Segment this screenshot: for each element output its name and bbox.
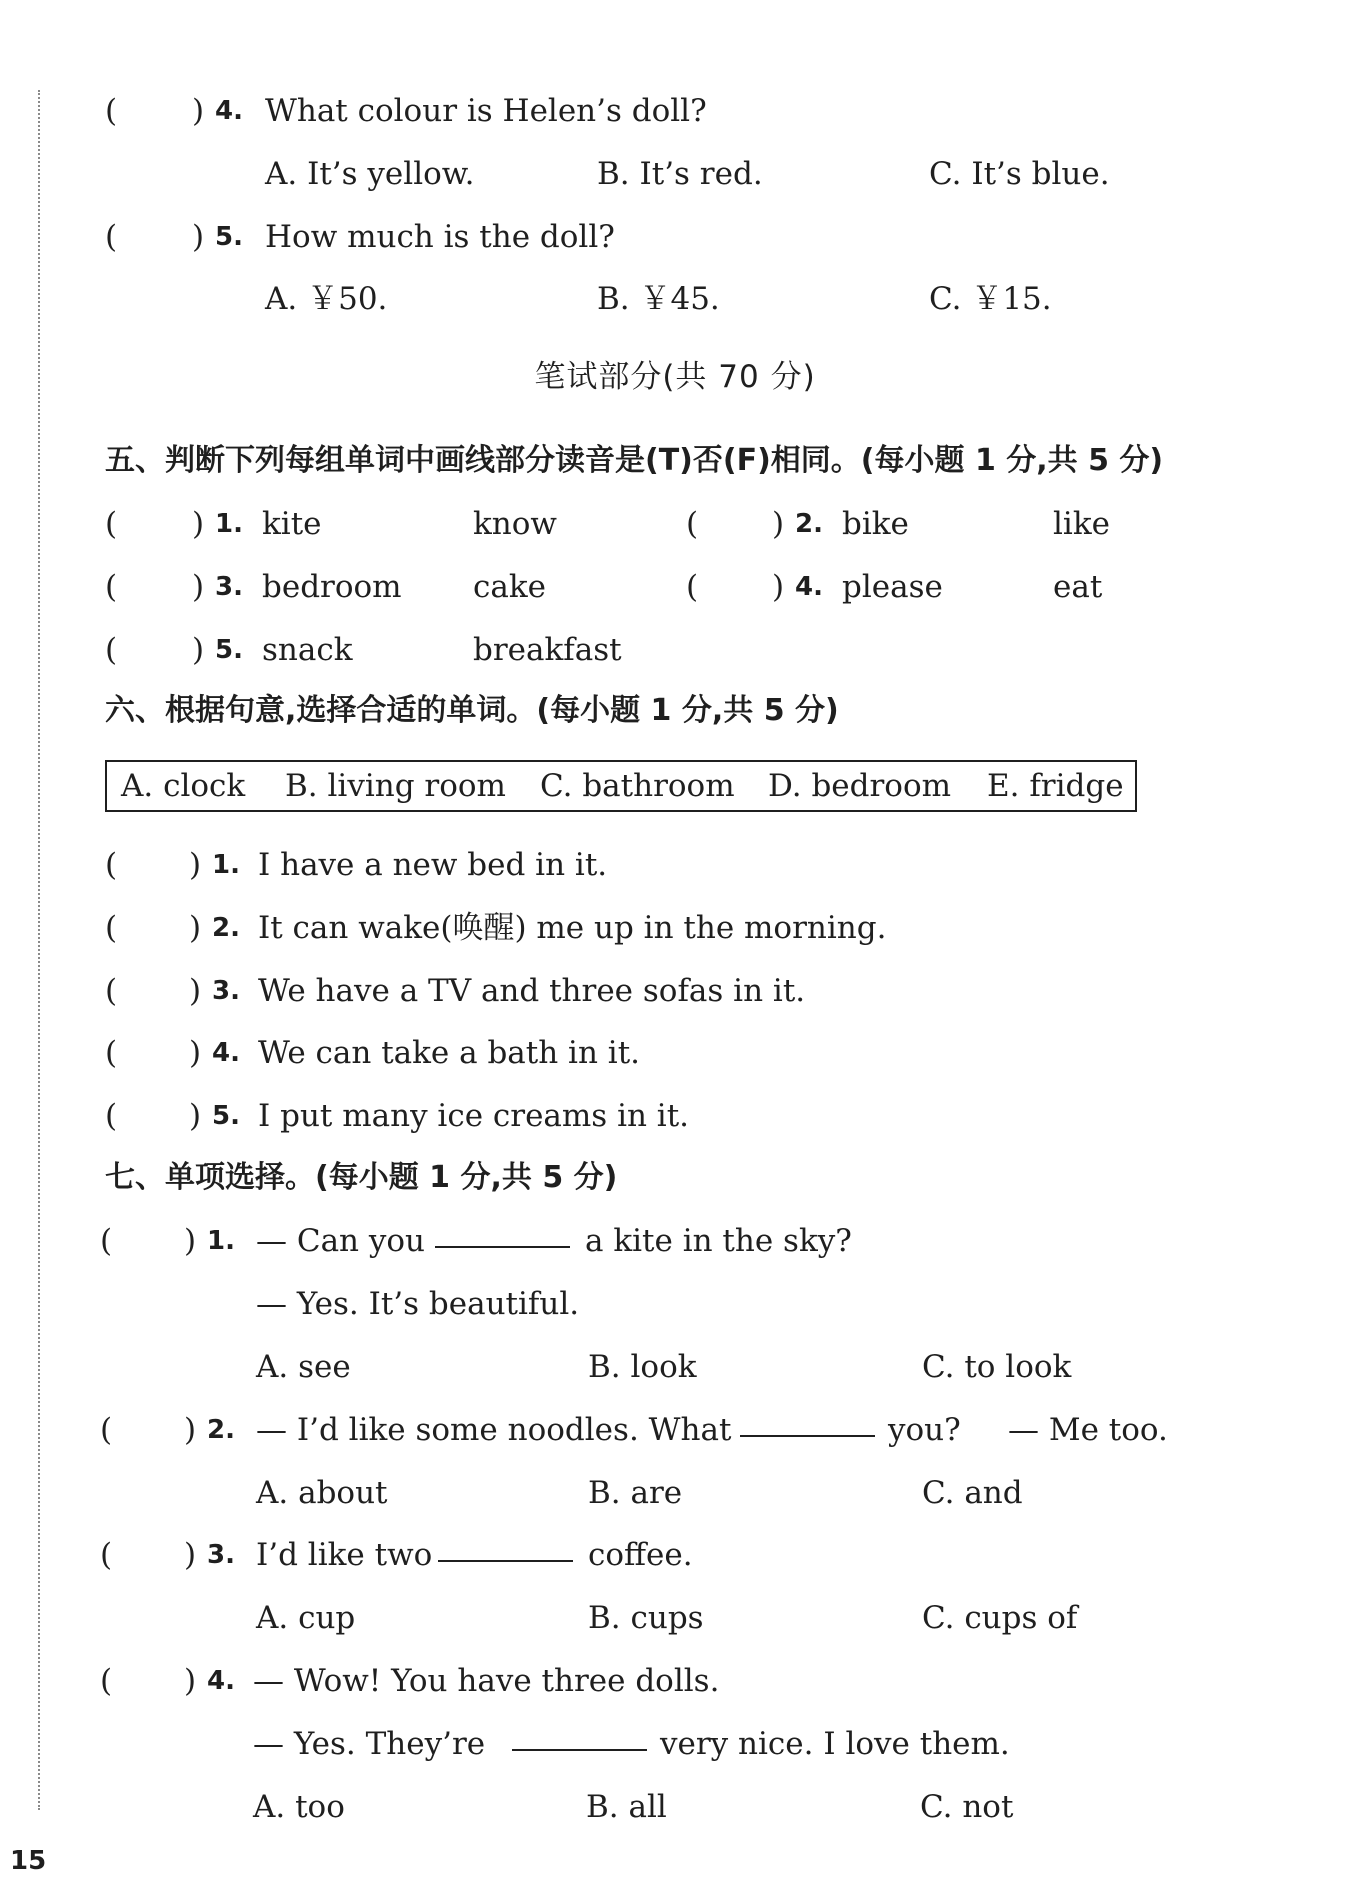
option-c: C. to look: [922, 1349, 1072, 1385]
question-row: [0, 212, 1350, 262]
question-text: How much is the doll?: [265, 219, 615, 255]
reply-text: — Me too.: [1008, 1412, 1168, 1448]
question-text: a kite in the sky?: [585, 1223, 852, 1259]
option-c: C. ￥15.: [929, 281, 1052, 317]
question-number: 3.: [215, 572, 243, 602]
written-part-title: 笔试部分(共 70 分): [534, 359, 816, 395]
reply-text: — Yes. They’re: [253, 1726, 486, 1762]
question-row: [0, 1405, 1350, 1455]
option-c: C. and: [922, 1475, 1023, 1511]
word-bank-box: [105, 760, 1137, 812]
option-b: B. cups: [588, 1600, 704, 1636]
answer-paren-close: ): [189, 1098, 202, 1134]
answer-paren-open: (: [105, 93, 118, 129]
answer-paren-close: ): [192, 93, 205, 129]
word-bank-item: D. bedroom: [768, 768, 952, 804]
word-1: bedroom: [262, 569, 402, 605]
word-2: eat: [1053, 569, 1103, 605]
page-number: 15: [10, 1846, 47, 1876]
options-row: [0, 1342, 1350, 1392]
answer-paren-open: (: [105, 910, 118, 946]
option-a: A. see: [256, 1349, 351, 1385]
answer-paren-open: (: [105, 1098, 118, 1134]
answer-paren-close: ): [192, 506, 205, 542]
reply-text: very nice. I love them.: [660, 1726, 1010, 1762]
answer-paren-open: (: [105, 219, 118, 255]
answer-paren-open: (: [100, 1412, 113, 1448]
question-text: We can take a bath in it.: [258, 1035, 641, 1071]
answer-blank[interactable]: [512, 1719, 647, 1751]
answer-paren-close: ): [189, 847, 202, 883]
pronunciation-row: [0, 499, 1350, 549]
question-text: coffee.: [588, 1537, 693, 1573]
question-row: [0, 86, 1350, 136]
word-bank-item: A. clock: [121, 768, 246, 804]
question-text: I have a new bed in it.: [258, 847, 608, 883]
question-number: 3.: [207, 1540, 235, 1570]
question-number: 1.: [212, 850, 240, 880]
option-a: A. ￥50.: [265, 281, 388, 317]
word-bank-item: B. living room: [285, 768, 506, 804]
answer-paren-open: (: [105, 1035, 118, 1071]
answer-paren-open: (: [100, 1663, 113, 1699]
question-row: [0, 1028, 1350, 1078]
question-row: [0, 1656, 1350, 1706]
option-a: A. cup: [256, 1600, 356, 1636]
question-number: 3.: [212, 976, 240, 1006]
reply-row: [0, 1279, 1350, 1329]
answer-paren-close: ): [184, 1412, 197, 1448]
question-number: 4.: [212, 1038, 240, 1068]
question-number: 2.: [212, 913, 240, 943]
answer-paren-open: (: [686, 569, 699, 605]
question-number: 5.: [215, 222, 243, 252]
question-number: 4.: [795, 572, 823, 602]
question-text: I’d like two: [256, 1537, 433, 1573]
reply-text: — Yes. It’s beautiful.: [256, 1286, 580, 1322]
word-2: know: [473, 506, 557, 542]
answer-paren-close: ): [184, 1223, 197, 1259]
options-row: [0, 1782, 1350, 1832]
option-c: C. not: [920, 1789, 1014, 1825]
question-text: you?: [888, 1412, 961, 1448]
answer-paren-close: ): [189, 1035, 202, 1071]
question-number: 4.: [207, 1666, 235, 1696]
answer-paren-open: (: [686, 506, 699, 542]
question-number: 5.: [212, 1101, 240, 1131]
word-bank-item: E. fridge: [987, 768, 1124, 804]
answer-paren-open: (: [100, 1537, 113, 1573]
question-row: [0, 1530, 1350, 1580]
pronunciation-row: [0, 562, 1350, 612]
answer-paren-open: (: [105, 847, 118, 883]
question-row: [0, 903, 1350, 953]
answer-paren-open: (: [105, 569, 118, 605]
question-number: 5.: [215, 635, 243, 665]
answer-paren-open: (: [105, 506, 118, 542]
question-text: It can wake(唤醒) me up in the morning.: [258, 910, 887, 946]
answer-paren-open: (: [105, 632, 118, 668]
question-text: We have a TV and three sofas in it.: [258, 973, 806, 1009]
word-2: like: [1053, 506, 1110, 542]
option-b: B. all: [586, 1789, 667, 1825]
answer-blank[interactable]: [740, 1405, 875, 1437]
answer-blank[interactable]: [435, 1216, 570, 1248]
section-7-heading: 七、单项选择。(每小题 1 分,共 5 分): [105, 1160, 618, 1195]
question-text: — Can you: [256, 1223, 426, 1259]
answer-paren-close: ): [772, 569, 785, 605]
answer-paren-close: ): [184, 1663, 197, 1699]
option-a: A. too: [253, 1789, 345, 1825]
option-b: B. are: [588, 1475, 683, 1511]
word-1: kite: [262, 506, 322, 542]
option-b: B. ￥45.: [597, 281, 720, 317]
option-b: B. look: [588, 1349, 697, 1385]
question-text: — I’d like some noodles. What: [256, 1412, 732, 1448]
options-row: [0, 1468, 1350, 1518]
section-5-heading: 五、判断下列每组单词中画线部分读音是(T)否(F)相同。(每小题 1 分,共 5 分): [105, 443, 1164, 478]
question-text: — Wow! You have three dolls.: [253, 1663, 720, 1699]
question-row: [0, 1216, 1350, 1266]
answer-paren-close: ): [184, 1537, 197, 1573]
question-row: [0, 1091, 1350, 1141]
option-b: B. It’s red.: [597, 156, 763, 192]
question-number: 2.: [207, 1415, 235, 1445]
word-1: bike: [842, 506, 909, 542]
word-1: please: [842, 569, 943, 605]
answer-paren-open: (: [100, 1223, 113, 1259]
answer-paren-close: ): [192, 632, 205, 668]
question-text: I put many ice creams in it.: [258, 1098, 690, 1134]
options-row: [0, 274, 1350, 324]
word-2: breakfast: [473, 632, 622, 668]
question-number: 4.: [215, 96, 243, 126]
option-a: A. about: [256, 1475, 388, 1511]
question-row: [0, 966, 1350, 1016]
option-a: A. It’s yellow.: [265, 156, 475, 192]
word-bank-item: C. bathroom: [540, 768, 735, 804]
answer-blank[interactable]: [438, 1530, 573, 1562]
reply-row: [0, 1719, 1350, 1769]
answer-paren-close: ): [772, 506, 785, 542]
pronunciation-row: [0, 625, 1350, 675]
answer-paren-close: ): [192, 569, 205, 605]
options-row: [0, 149, 1350, 199]
question-row: [0, 840, 1350, 890]
question-text: What colour is Helen’s doll?: [265, 93, 707, 129]
answer-paren-close: ): [192, 219, 205, 255]
answer-paren-open: (: [105, 973, 118, 1009]
word-2: cake: [473, 569, 546, 605]
answer-paren-close: ): [189, 973, 202, 1009]
word-1: snack: [262, 632, 353, 668]
options-row: [0, 1593, 1350, 1643]
question-number: 2.: [795, 509, 823, 539]
answer-paren-close: ): [189, 910, 202, 946]
option-c: C. cups of: [922, 1600, 1078, 1636]
section-6-heading: 六、根据句意,选择合适的单词。(每小题 1 分,共 5 分): [105, 693, 839, 728]
question-number: 1.: [207, 1226, 235, 1256]
option-c: C. It’s blue.: [929, 156, 1110, 192]
question-number: 1.: [215, 509, 243, 539]
